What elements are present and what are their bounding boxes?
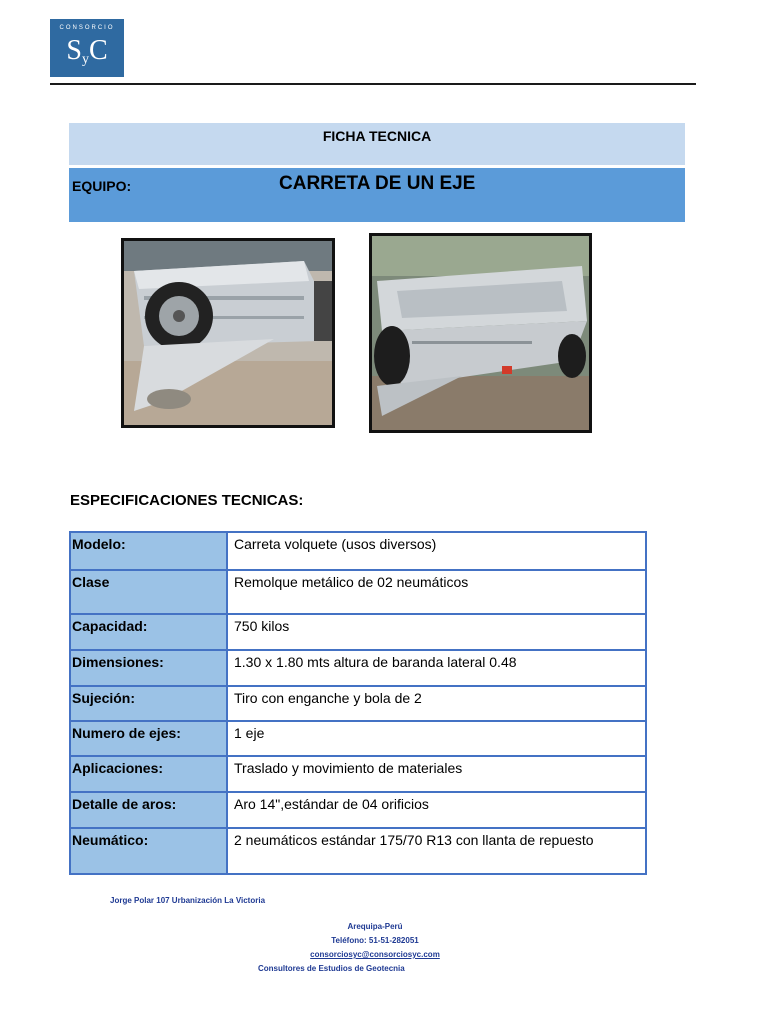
footer-address: Jorge Polar 107 Urbanización La Victoria	[110, 896, 266, 905]
trailer-photo-side	[121, 238, 335, 428]
table-row	[71, 722, 645, 757]
spec-value: 750 kilos	[234, 618, 290, 634]
table-row	[71, 793, 645, 829]
table-row	[71, 829, 645, 873]
table-row	[71, 533, 645, 571]
spec-key: Numero de ejes:	[71, 722, 228, 755]
spec-value: Tiro con enganche y bola de 2	[234, 690, 422, 706]
spec-key: Clase	[71, 571, 228, 613]
equipment-label: EQUIPO:	[72, 178, 132, 194]
spec-key: Detalle de aros:	[71, 793, 228, 827]
spec-value: Remolque metálico de 02 neumáticos	[234, 574, 469, 590]
page-title: FICHA TECNICA	[322, 128, 432, 144]
equipment-name: CARRETA DE UN EJE	[279, 173, 476, 194]
title-band	[69, 123, 685, 165]
footer-email-link[interactable]: consorciosyc@consorciosyc.com	[310, 950, 440, 959]
spec-key: Sujeción:	[71, 687, 228, 720]
spec-key: Neumático:	[71, 829, 228, 873]
spec-value: Traslado y movimiento de materiales	[234, 760, 463, 776]
spec-value: Aro 14",estándar de 04 orificios	[234, 796, 429, 812]
trailer-photo-front	[369, 233, 592, 433]
specs-table	[69, 531, 647, 875]
equipment-band	[69, 168, 685, 222]
spec-value: 2 neumáticos estándar 175/70 R13 con llanta de repuesto	[234, 832, 594, 848]
footer-tagline: Consultores de Estudios de Geotecnia	[258, 964, 405, 973]
header-divider	[50, 83, 696, 85]
specs-heading: ESPECIFICACIONES TECNICAS:	[70, 492, 304, 509]
table-row	[71, 651, 645, 687]
table-row	[71, 757, 645, 793]
spec-key: Dimensiones:	[71, 651, 228, 685]
table-row	[71, 615, 645, 651]
spec-value: 1.30 x 1.80 mts altura de baranda lateral 0.48	[234, 654, 517, 670]
table-row	[71, 571, 645, 615]
spec-value: 1 eje	[234, 725, 265, 741]
company-logo	[50, 19, 124, 77]
logo-mark: $S_yC$	[66, 35, 108, 67]
spec-value: Carreta volquete (usos diversos)	[234, 536, 437, 552]
spec-key: Aplicaciones:	[71, 757, 228, 791]
spec-key: Capacidad:	[71, 615, 228, 649]
logo-top-text: CONSORCIO	[59, 25, 115, 31]
table-row	[71, 687, 645, 722]
footer-phone: Teléfono: 51-51-282051	[331, 936, 419, 945]
footer-city: Arequipa-Perú	[347, 922, 403, 931]
spec-key: Modelo:	[71, 533, 228, 569]
